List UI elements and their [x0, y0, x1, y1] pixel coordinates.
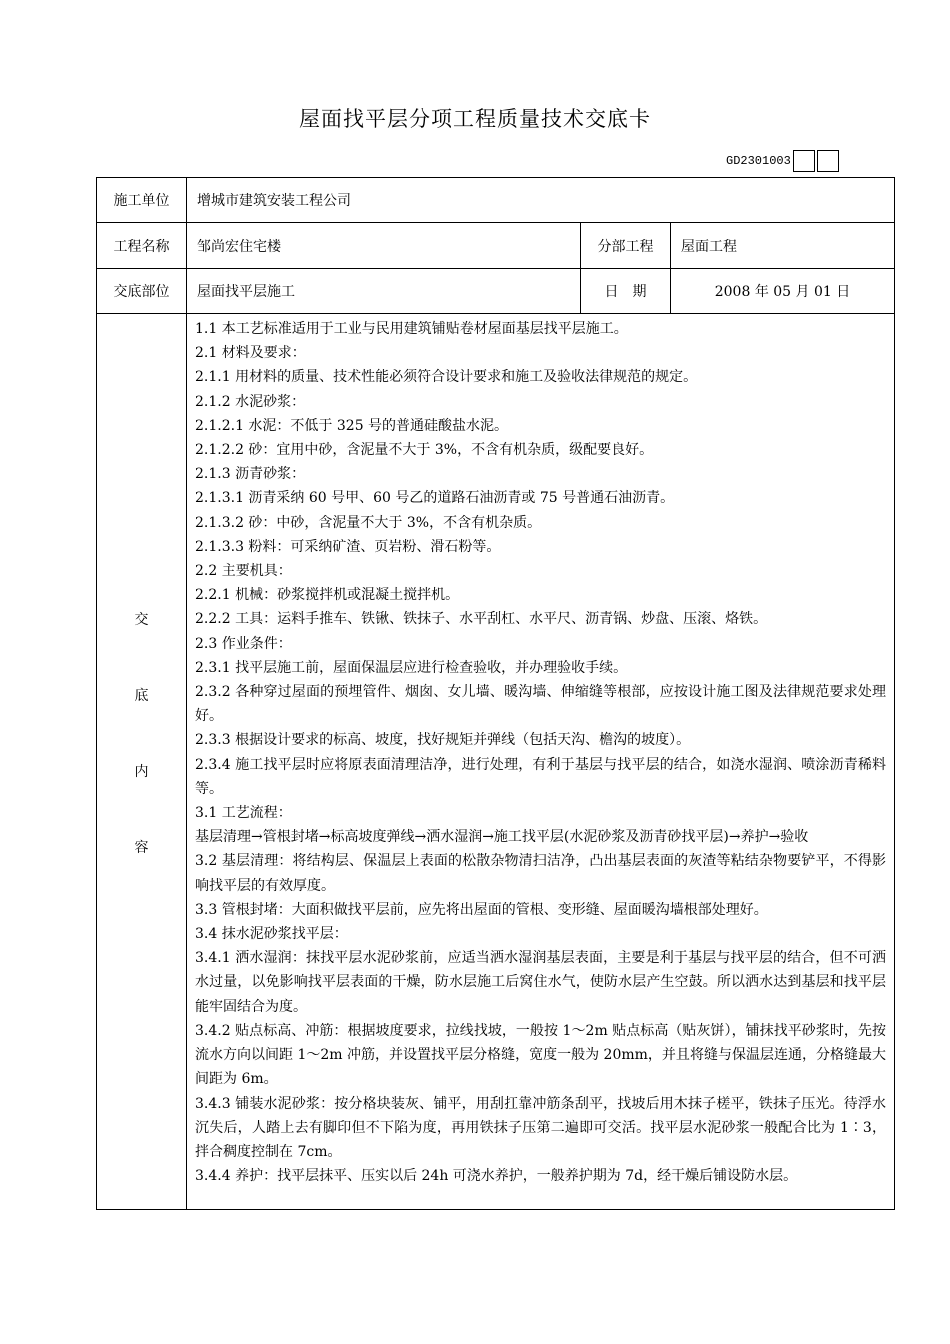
code-box-1: [793, 150, 815, 172]
code-box-2: [817, 150, 839, 172]
content-line: 2.1.2.1 水泥：不低于 325 号的普通硅酸盐水泥。: [195, 417, 509, 434]
content-line: 2.1.3.2 砂：中砂，含泥量不大于 3%，不含有机杂质。: [195, 514, 542, 531]
content-line: 3.4 抹水泥砂浆找平层：: [195, 926, 348, 943]
content-line: 3.4.2 贴点标高、冲筋：根据坡度要求，拉线找坡，一般按 1～2m 贴点标高（贴灰饼），铺抹找平砂浆时，先按流水方向以间距 1～2m 冲筋，并设置找平层分格缝，宽度一般为 20mm，并且将缝与保温层连通，分格缝最大间距为 6m。: [195, 1022, 886, 1088]
part-label: 交底部位: [97, 269, 187, 314]
content-line: 2.1.3 沥青砂浆：: [195, 466, 306, 483]
document-code-area: [726, 150, 839, 172]
content-line: 2.1 材料及要求：: [195, 345, 306, 362]
side-char: 底: [134, 687, 149, 704]
unit-label: 施工单位: [97, 178, 187, 223]
content-line: 2.3.3 根据设计要求的标高、坡度，找好规矩并弹线（包括天沟、檐沟的坡度）。: [195, 732, 691, 749]
content-line: 2.3.2 各种穿过屋面的预埋管件、烟囱、女儿墙、暖沟墙、伸缩缝等根部，应按设计施工图及法律规范要求处理好。: [195, 684, 886, 725]
document-code: GD2301003: [726, 154, 791, 168]
project-label: 工程名称: [97, 223, 187, 269]
content-line: 2.2.2 工具：运料手推车、铁锹、铁抹子、水平刮杠、水平尺、沥青锅、炒盘、压滚、烙铁。: [195, 611, 768, 628]
row-part: [97, 269, 895, 314]
content-line: 基层清理→管根封堵→标高坡度弹线→洒水湿润→施工找平层(水泥砂浆及沥青砂找平层)→养护→验收: [195, 829, 809, 846]
content-line: 2.3 作业条件：: [195, 635, 292, 652]
content-line: 3.1 工艺流程：: [195, 805, 292, 822]
content-line: 3.4.1 洒水湿润：抹找平层水泥砂浆前，应适当洒水湿润基层表面，主要是利于基层与找平层的结合，但不可洒水过量，以免影响找平层表面的干燥，防水层施工后窝住水气，使防水层产生空鼓。所以洒水达到基层和找平层能牢固结合为度。: [195, 950, 886, 1015]
side-char: 容: [134, 839, 149, 856]
side-char: 内: [134, 763, 149, 780]
row-content: [97, 314, 895, 1210]
content-side-label: [97, 314, 187, 1210]
project-value: 邹尚宏住宅楼: [187, 223, 581, 269]
content-line: 1.1 本工艺标准适用于工业与民用建筑铺贴卷材屋面基层找平层施工。: [195, 321, 628, 337]
subproject-value: 屋面工程: [671, 223, 895, 269]
disclosure-table: [96, 177, 895, 1210]
content-line: 2.1.2.2 砂：宜用中砂，含泥量不大于 3%，不含有机杂质，级配要良好。: [195, 442, 654, 459]
date-label: 日 期: [581, 269, 671, 314]
row-unit: [97, 178, 895, 223]
content-line: 3.4.4 养护：找平层抹平、压实以后 24h 可浇水养护，一般养护期为 7d，经干燥后铺设防水层。: [195, 1168, 798, 1185]
date-value: 2008 年 05 月 01 日: [671, 269, 895, 314]
subproject-label: 分部工程: [581, 223, 671, 269]
content-line: 2.2 主要机具：: [195, 563, 292, 580]
content-line: 3.3 管根封堵：大面积做找平层前，应先将出屋面的管根、变形缝、屋面暖沟墙根部处理好。: [195, 901, 768, 918]
content-line: 2.1.3.1 沥青采纳 60 号甲、60 号乙的道路石油沥青或 75 号普通石油沥青。: [195, 490, 675, 507]
row-project: [97, 223, 895, 269]
content-line: 2.1.3.3 粉料：可采纳矿渣、页岩粉、滑石粉等。: [195, 538, 501, 555]
content-line: 2.1.1 用材料的质量、技术性能必须符合设计要求和施工及验收法律规范的规定。: [195, 369, 698, 386]
document-title: 屋面找平层分项工程质量技术交底卡: [299, 107, 651, 131]
content-body: [187, 314, 895, 1210]
side-char: 交: [134, 611, 149, 628]
content-line: 2.1.2 水泥砂浆：: [195, 393, 306, 410]
content-line: 2.2.1 机械：砂浆搅拌机或混凝土搅拌机。: [195, 587, 460, 604]
part-value: 屋面找平层施工: [187, 269, 581, 314]
content-line: 2.3.4 施工找平层时应将原表面清理洁净，进行处理，有利于基层与找平层的结合，如浇水湿润、喷涂沥青稀料等。: [195, 756, 886, 797]
content-line: 2.3.1 找平层施工前，屋面保温层应进行检查验收，并办理验收手续。: [195, 659, 628, 676]
content-line: 3.2 基层清理：将结构层、保温层上表面的松散杂物清扫洁净，凸出基层表面的灰渣等粘结杂物要铲平，不得影响找平层的有效厚度。: [195, 853, 886, 894]
content-line: 3.4.3 铺装水泥砂浆：按分格块装灰、铺平，用刮扛靠冲筋条刮平，找坡后用木抹子槎平，铁抹子压光。待浮水沉失后，人踏上去有脚印但不下陷为度，再用铁抹子压第二遍即可交活。找平层水泥砂浆一般配合比为 1∶3，拌合稠度控制在 7cm。: [195, 1095, 886, 1160]
unit-value: 增城市建筑安装工程公司: [187, 178, 895, 223]
